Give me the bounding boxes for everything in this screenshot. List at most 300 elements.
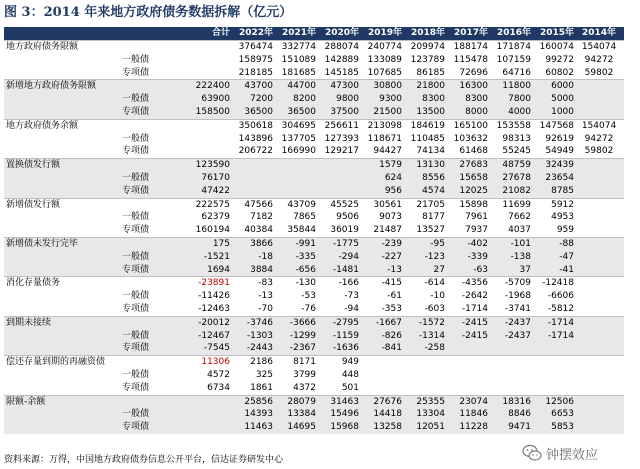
- row-label: 专项债: [122, 303, 150, 314]
- table-cell: -2437: [491, 330, 534, 343]
- table-cell: [577, 106, 624, 119]
- table-cell: 151089: [281, 54, 316, 65]
- table-cell: 9300: [362, 93, 405, 106]
- table-cell: 1694: [187, 264, 233, 277]
- table-cell: -47: [534, 251, 577, 264]
- table-cell: -2415: [448, 316, 491, 329]
- table-cell: 55245: [502, 146, 531, 157]
- table-cell: 59802: [584, 146, 614, 157]
- table-cell: 15658: [448, 172, 491, 185]
- table-cell: -70: [258, 303, 273, 314]
- table-cell: 218185: [238, 67, 273, 78]
- table-cell: 92619: [545, 133, 574, 144]
- table-subrow: [4, 264, 624, 277]
- table-cell: -23891: [187, 277, 233, 290]
- table-cell: 184619: [405, 119, 448, 132]
- table-cell: [577, 356, 624, 369]
- row-label: 一般债: [4, 172, 187, 185]
- table-cell: 14418: [362, 408, 405, 421]
- table-cell: 72696: [459, 67, 488, 78]
- table-cell: 154074: [577, 41, 624, 54]
- table-cell: [187, 395, 233, 408]
- table-cell: 6653: [534, 408, 577, 421]
- table-cell: [362, 369, 405, 382]
- table-cell: -41: [534, 264, 577, 277]
- table-cell: 13258: [362, 421, 405, 434]
- table-cell: -841: [362, 342, 405, 355]
- table-cell: 154074: [577, 119, 624, 132]
- table-cell: 8785: [534, 185, 577, 198]
- table-cell: 47422: [187, 185, 233, 198]
- table-cell: [577, 172, 624, 185]
- table-cell: 171874: [491, 41, 534, 54]
- header-col-4: 2020年: [319, 27, 362, 41]
- table-cell: 63900: [187, 93, 233, 106]
- table-cell: -1159: [319, 330, 362, 343]
- source-note: 资料来源：万得，中国地方政府债券信息公开平台，信达证券研发中心: [4, 455, 284, 465]
- table-cell: 7800: [491, 93, 534, 106]
- header-col-8: 2016年: [491, 27, 534, 41]
- table-cell: 35844: [287, 225, 316, 236]
- table-cell: 25355: [405, 395, 448, 408]
- header-col-9: 2015年: [534, 27, 577, 41]
- table-cell: -258: [405, 342, 448, 355]
- table-cell: 13130: [405, 159, 448, 172]
- table-cell: 222575: [187, 198, 233, 211]
- table-cell: [491, 342, 534, 355]
- table-cell: 76170: [187, 172, 233, 185]
- table-cell: 165100: [448, 119, 491, 132]
- table-cell: 376474: [233, 41, 276, 54]
- table-subrow: [4, 408, 624, 421]
- header-col-2: 2022年: [233, 27, 276, 41]
- table-cell: -2367: [276, 342, 319, 355]
- table-cell: [577, 303, 624, 316]
- header-col-3: 2021年: [276, 27, 319, 41]
- table-cell: 12506: [534, 395, 577, 408]
- table-cell: 27: [405, 264, 448, 277]
- table-cell: 2186: [233, 356, 276, 369]
- table-cell: 256611: [319, 119, 362, 132]
- table-cell: 350618: [233, 119, 276, 132]
- table-cell: 9800: [319, 93, 362, 106]
- table-cell: 12051: [405, 421, 448, 434]
- table-cell: -294: [319, 251, 362, 264]
- table-cell: 206722: [238, 146, 273, 157]
- table-cell: -339: [448, 251, 491, 264]
- row-label: 地方政府债务限额: [4, 41, 187, 54]
- header-col-1: 合计: [187, 27, 233, 41]
- table-cell: [534, 342, 577, 355]
- table-cell: 949: [319, 356, 362, 369]
- table-cell: [577, 185, 624, 198]
- watermark: [522, 440, 638, 466]
- table-row: [4, 277, 624, 290]
- table-cell: [233, 159, 276, 172]
- table-cell: 25856: [233, 395, 276, 408]
- table-cell: [534, 356, 577, 369]
- table-cell: 13304: [405, 408, 448, 421]
- table-row: [4, 80, 624, 93]
- table-cell: -335: [276, 251, 319, 264]
- table-cell: [577, 277, 624, 290]
- table-cell: 304695: [276, 119, 319, 132]
- table-cell: 32439: [534, 159, 577, 172]
- table-cell: [405, 369, 448, 382]
- row-label: 一般债: [4, 93, 187, 106]
- table-subrow: [4, 67, 624, 80]
- table-cell: 54949: [545, 146, 574, 157]
- table-cell: 8177: [422, 212, 445, 223]
- row-label: 专项债: [4, 106, 187, 119]
- table-subrow: [4, 54, 624, 67]
- table-cell: 166990: [281, 146, 316, 157]
- header-col-10: 2014年: [577, 27, 624, 41]
- table-cell: -2437: [491, 316, 534, 329]
- table-cell: 4574: [405, 185, 448, 198]
- table-cell: [577, 421, 624, 434]
- table-cell: 8000: [448, 106, 491, 119]
- table-cell: -2415: [448, 330, 491, 343]
- table-cell: 175: [187, 237, 233, 250]
- table-cell: 133089: [367, 54, 402, 65]
- table-subrow: [4, 290, 624, 303]
- table-cell: 5912: [534, 198, 577, 211]
- table-cell: -76: [301, 303, 316, 314]
- table-cell: 332774: [276, 41, 319, 54]
- table-cell: 4037: [508, 225, 531, 236]
- table-cell: -402: [448, 237, 491, 250]
- table-cell: 8300: [405, 93, 448, 106]
- table-cell: 37500: [319, 106, 362, 119]
- table-cell: 147568: [534, 119, 577, 132]
- table-cell: 60802: [545, 67, 574, 78]
- debt-data-table: [4, 27, 624, 434]
- table-cell: [491, 369, 534, 382]
- table-cell: -3746: [233, 316, 276, 329]
- table-cell: [577, 251, 624, 264]
- table-cell: [187, 408, 233, 421]
- table-cell: 94272: [584, 133, 614, 144]
- table-cell: 158975: [238, 54, 273, 65]
- table-cell: 137705: [281, 133, 316, 144]
- table-cell: 188174: [448, 41, 491, 54]
- table-cell: -4356: [448, 277, 491, 290]
- row-label: 专项债: [122, 67, 150, 78]
- table-cell: [577, 290, 624, 303]
- table-cell: [187, 145, 233, 158]
- table-row: [4, 41, 624, 54]
- row-label: 置换债发行额: [4, 159, 187, 172]
- table-row: [4, 237, 624, 250]
- table-cell: 62379: [201, 212, 230, 223]
- table-subrow: [4, 106, 624, 119]
- table-row: [4, 159, 624, 172]
- table-cell: 4572: [207, 369, 230, 380]
- table-cell: 64716: [502, 67, 531, 78]
- table-subrow: [4, 303, 624, 316]
- table-cell: 107159: [496, 54, 531, 65]
- table-cell: 8556: [405, 172, 448, 185]
- table-cell: 123789: [410, 54, 445, 65]
- table-cell: 47300: [319, 80, 362, 93]
- row-label: 专项债: [4, 185, 187, 198]
- table-cell: 45525: [319, 198, 362, 211]
- table-row: [4, 198, 624, 211]
- row-label: 一般债: [4, 408, 187, 421]
- table-cell: 27676: [362, 395, 405, 408]
- table-cell: 14393: [233, 408, 276, 421]
- table-cell: -239: [362, 237, 405, 250]
- table-cell: 13500: [405, 106, 448, 119]
- table-cell: 4000: [491, 106, 534, 119]
- table-cell: -614: [405, 277, 448, 290]
- table-cell: -227: [362, 251, 405, 264]
- table-cell: -10: [430, 291, 445, 302]
- row-label: 新增债发行额: [4, 198, 187, 211]
- table-cell: 158500: [187, 106, 233, 119]
- table-cell: 23654: [534, 172, 577, 185]
- table-cell: -101: [491, 237, 534, 250]
- row-label: 新增债未发行完毕: [4, 237, 187, 250]
- table-cell: -826: [362, 330, 405, 343]
- table-subrow: [4, 185, 624, 198]
- table-cell: 103632: [453, 133, 488, 144]
- table-cell: 4953: [551, 212, 574, 223]
- table-cell: -415: [362, 277, 405, 290]
- table-cell: 9073: [379, 212, 402, 223]
- table-cell: -6606: [547, 291, 574, 302]
- table-cell: [577, 237, 624, 250]
- table-cell: [319, 159, 362, 172]
- table-cell: 16300: [448, 80, 491, 93]
- table-cell: -95: [405, 237, 448, 250]
- row-label: 专项债: [122, 146, 150, 157]
- row-label: 专项债: [122, 225, 150, 236]
- table-cell: 11800: [491, 80, 534, 93]
- table-cell: 15496: [319, 408, 362, 421]
- table-cell: -61: [387, 291, 402, 302]
- table-cell: [577, 395, 624, 408]
- table-cell: -12463: [198, 303, 230, 314]
- table-cell: -63: [448, 264, 491, 277]
- table-cell: [187, 133, 233, 146]
- table-cell: 8171: [276, 356, 319, 369]
- watermark-text: 钟摆效应: [546, 447, 599, 463]
- table-cell: 8200: [276, 93, 319, 106]
- table-cell: [405, 382, 448, 395]
- table-cell: -2795: [319, 316, 362, 329]
- row-label: 一般债: [122, 291, 150, 302]
- table-cell: -1481: [319, 264, 362, 277]
- table-cell: [577, 211, 624, 224]
- table-cell: 3866: [233, 237, 276, 250]
- row-label: 一般债: [122, 133, 150, 144]
- table-cell: 15968: [319, 421, 362, 434]
- table-cell: 9506: [336, 212, 359, 223]
- table-subrow: [4, 251, 624, 264]
- table-cell: [448, 356, 491, 369]
- table-subrow: [4, 382, 624, 395]
- row-label: 专项债: [122, 382, 150, 393]
- table-cell: -138: [491, 251, 534, 264]
- table-row: [4, 356, 624, 369]
- table-cell: [405, 356, 448, 369]
- table-cell: -5709: [491, 277, 534, 290]
- table-cell: 5853: [534, 421, 577, 434]
- table-cell: 956: [362, 185, 405, 198]
- table-cell: 209974: [405, 41, 448, 54]
- table-cell: 107685: [367, 67, 402, 78]
- row-label: 一般债: [122, 369, 150, 380]
- header-label-cell: [4, 27, 187, 41]
- table-cell: [276, 185, 319, 198]
- table-cell: 1579: [362, 159, 405, 172]
- table-cell: [319, 185, 362, 198]
- table-cell: 325: [255, 369, 273, 380]
- table-cell: 11463: [233, 421, 276, 434]
- row-label: 限额-余额: [4, 395, 187, 408]
- table-subrow: [4, 133, 624, 146]
- table-cell: -88: [534, 237, 577, 250]
- table-cell: [577, 316, 624, 329]
- table-cell: 59802: [584, 67, 614, 78]
- row-label: 专项债: [4, 342, 187, 355]
- table-cell: -5812: [547, 303, 574, 314]
- table-cell: 7937: [465, 225, 488, 236]
- table-cell: [577, 93, 624, 106]
- table-cell: [534, 382, 577, 395]
- table-cell: [362, 356, 405, 369]
- table-cell: -12418: [534, 277, 577, 290]
- table-cell: [577, 369, 624, 382]
- table-cell: 37: [491, 264, 534, 277]
- table-cell: -12467: [187, 330, 233, 343]
- table-cell: 7961: [465, 212, 488, 223]
- table-cell: 13384: [276, 408, 319, 421]
- table-subrow: [4, 172, 624, 185]
- table-cell: -1714: [534, 330, 577, 343]
- table-cell: 12025: [448, 185, 491, 198]
- table-header-row: [4, 27, 624, 41]
- table-cell: 9471: [491, 421, 534, 434]
- table-row: [4, 316, 624, 329]
- table-cell: 153558: [491, 119, 534, 132]
- table-subrow: [4, 211, 624, 224]
- table-cell: [577, 159, 624, 172]
- table-cell: 21800: [405, 80, 448, 93]
- table-cell: -1968: [504, 291, 531, 302]
- table-cell: 123590: [187, 159, 233, 172]
- table-subrow: [4, 369, 624, 382]
- table-cell: 13527: [416, 225, 445, 236]
- table-subrow: [4, 330, 624, 343]
- table-cell: 18316: [491, 395, 534, 408]
- table-cell: 1000: [534, 106, 577, 119]
- table-cell: 15898: [448, 198, 491, 211]
- table-cell: [448, 342, 491, 355]
- table-cell: 99272: [545, 54, 574, 65]
- table-cell: [448, 369, 491, 382]
- row-label: 专项债: [4, 264, 187, 277]
- table-cell: -11426: [198, 291, 230, 302]
- table-cell: [577, 342, 624, 355]
- table-cell: 5000: [534, 93, 577, 106]
- table-cell: 142889: [324, 54, 359, 65]
- table-cell: 1861: [250, 382, 273, 393]
- row-label: 一般债: [122, 212, 150, 223]
- table-cell: 23074: [448, 395, 491, 408]
- table-cell: 143896: [238, 133, 273, 144]
- table-cell: 11306: [187, 356, 233, 369]
- table-cell: 48759: [491, 159, 534, 172]
- table-cell: 36500: [276, 106, 319, 119]
- table-cell: -3666: [276, 316, 319, 329]
- table-cell: -1775: [319, 237, 362, 250]
- table-cell: 43709: [276, 198, 319, 211]
- table-cell: 98313: [502, 133, 531, 144]
- table-cell: [491, 382, 534, 395]
- table-cell: [491, 356, 534, 369]
- table-cell: 94272: [584, 54, 614, 65]
- table-cell: -13: [258, 291, 273, 302]
- table-cell: -20012: [187, 316, 233, 329]
- table-subrow: [4, 224, 624, 237]
- table-cell: 240774: [362, 41, 405, 54]
- table-cell: [577, 382, 624, 395]
- table-cell: 6000: [534, 80, 577, 93]
- table-cell: 31463: [319, 395, 362, 408]
- table-cell: [577, 224, 624, 237]
- table-cell: 36500: [233, 106, 276, 119]
- table-cell: [534, 369, 577, 382]
- table-cell: [187, 41, 233, 54]
- table-cell: 21705: [405, 198, 448, 211]
- table-subrow: [4, 421, 624, 434]
- table-cell: -130: [276, 277, 319, 290]
- table-cell: 110485: [410, 133, 445, 144]
- table-cell: 11699: [491, 198, 534, 211]
- table-cell: -7545: [187, 342, 233, 355]
- table-cell: 160074: [534, 41, 577, 54]
- table-cell: 129217: [324, 146, 359, 157]
- table-cell: -1572: [405, 316, 448, 329]
- table-cell: [187, 421, 233, 434]
- table-cell: -2443: [233, 342, 276, 355]
- table-subrow: [4, 145, 624, 158]
- table-cell: 21082: [491, 185, 534, 198]
- table-cell: 40384: [244, 225, 273, 236]
- table-cell: [187, 67, 233, 80]
- table-cell: -13: [362, 264, 405, 277]
- table-cell: 115478: [453, 54, 488, 65]
- table-cell: 47566: [233, 198, 276, 211]
- table-cell: [577, 408, 624, 421]
- table-cell: -656: [276, 264, 319, 277]
- table-cell: 3884: [233, 264, 276, 277]
- table-cell: 7662: [508, 212, 531, 223]
- table-cell: 145185: [324, 67, 359, 78]
- row-label: 一般债: [122, 54, 150, 65]
- table-cell: 8300: [448, 93, 491, 106]
- table-cell: 27678: [491, 172, 534, 185]
- table-cell: 222400: [187, 80, 233, 93]
- table-cell: [276, 172, 319, 185]
- row-label: 新增地方政府债务限额: [4, 80, 187, 93]
- table-cell: 74134: [416, 146, 445, 157]
- table-cell: [187, 119, 233, 132]
- table-cell: [577, 264, 624, 277]
